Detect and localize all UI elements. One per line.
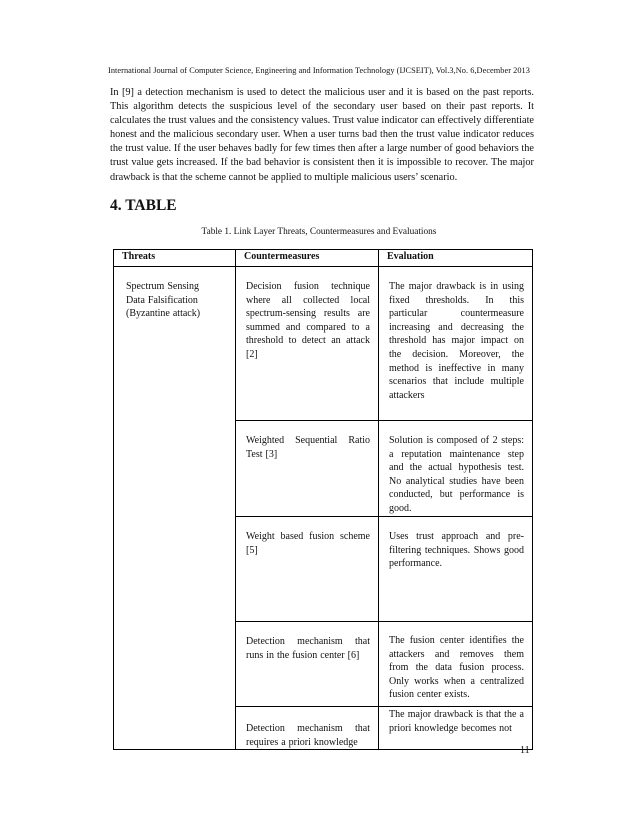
countermeasure-cell: [236, 267, 379, 421]
countermeasure-cell: [236, 622, 379, 707]
evaluation-cell: [379, 421, 533, 517]
countermeasure-text: Detection mechanism that runs in the fusion center [6]: [246, 636, 370, 661]
countermeasure-text: Detection mechanism that requires a priori knowledge: [246, 723, 370, 748]
evaluation-text: Solution is composed of 2 steps: a reputation maintenance step and the actual hypothesis test. No analytical studies have been conducted, but performance is good.: [389, 435, 524, 514]
countermeasure-cell: [236, 707, 379, 750]
evaluation-text: The fusion center identifies the attackers and removes them from the data fusion process. Only works when a centralized fusion center exists.: [389, 635, 524, 701]
threat-cell: [114, 267, 236, 750]
evaluation-text: The major drawback is in using fixed thresholds. In this particular countermeasure increasing and decreasing the threshold has major impact on the decision. Moreover, the method is ineffective in many scenarios that include multiple attackers: [389, 281, 524, 401]
header-threats: Threats: [114, 250, 236, 267]
table-row: [114, 267, 533, 421]
evaluation-text: The major drawback is that the a priori knowledge becomes not: [389, 709, 524, 734]
threats-table: [113, 249, 533, 750]
body-paragraph: In [9] a detection mechanism is used to detect the malicious user and it is based on the past reports. This algorithm detects the suspicious level of the secondary user based on their past reports. It calculates the trust values and the consistency values. Trust value indicator can effectively differentiate honest and the malicious secondary user. When a user turns bad then the trust value indicator reduces the trust value. If the user behaves badly for few times then after a large number of good behaviors the trust value gets increased. If the bad behavior is consistent then it is impossible to recover. The major drawback is that the scheme cannot be applied to multiple malicious users’ scenario.: [110, 87, 534, 183]
evaluation-cell: [379, 517, 533, 622]
countermeasure-text: Weight based fusion scheme [5]: [246, 531, 370, 556]
evaluation-text: Uses trust approach and pre-filtering techniques. Shows good performance.: [389, 531, 524, 570]
countermeasure-text: Weighted Sequential Ratio Test [3]: [246, 435, 370, 460]
table-caption: Table 1. Link Layer Threats, Countermeasures and Evaluations: [201, 227, 437, 237]
evaluation-cell: [379, 622, 533, 707]
journal-header: International Journal of Computer Science, Engineering and Information Technology (IJCSEIT), Vol.3,No. 6,December 2013: [108, 66, 530, 75]
evaluation-cell: [379, 267, 533, 421]
table-header-row: [114, 250, 533, 267]
threat-text: Spectrum Sensing Data Falsification (Byzantine attack): [126, 281, 201, 320]
countermeasure-cell: [236, 421, 379, 517]
section-title: 4. TABLE: [110, 197, 177, 214]
header-countermeasures: Countermeasures: [236, 250, 379, 267]
countermeasure-cell: [236, 517, 379, 622]
page-number: 11: [520, 745, 530, 756]
header-evaluation: Evaluation: [379, 250, 533, 267]
countermeasure-text: Decision fusion technique where all collected local spectrum-sensing results are summed and compared to a threshold to detect an attack [2]: [246, 281, 370, 360]
evaluation-cell: [379, 707, 533, 750]
